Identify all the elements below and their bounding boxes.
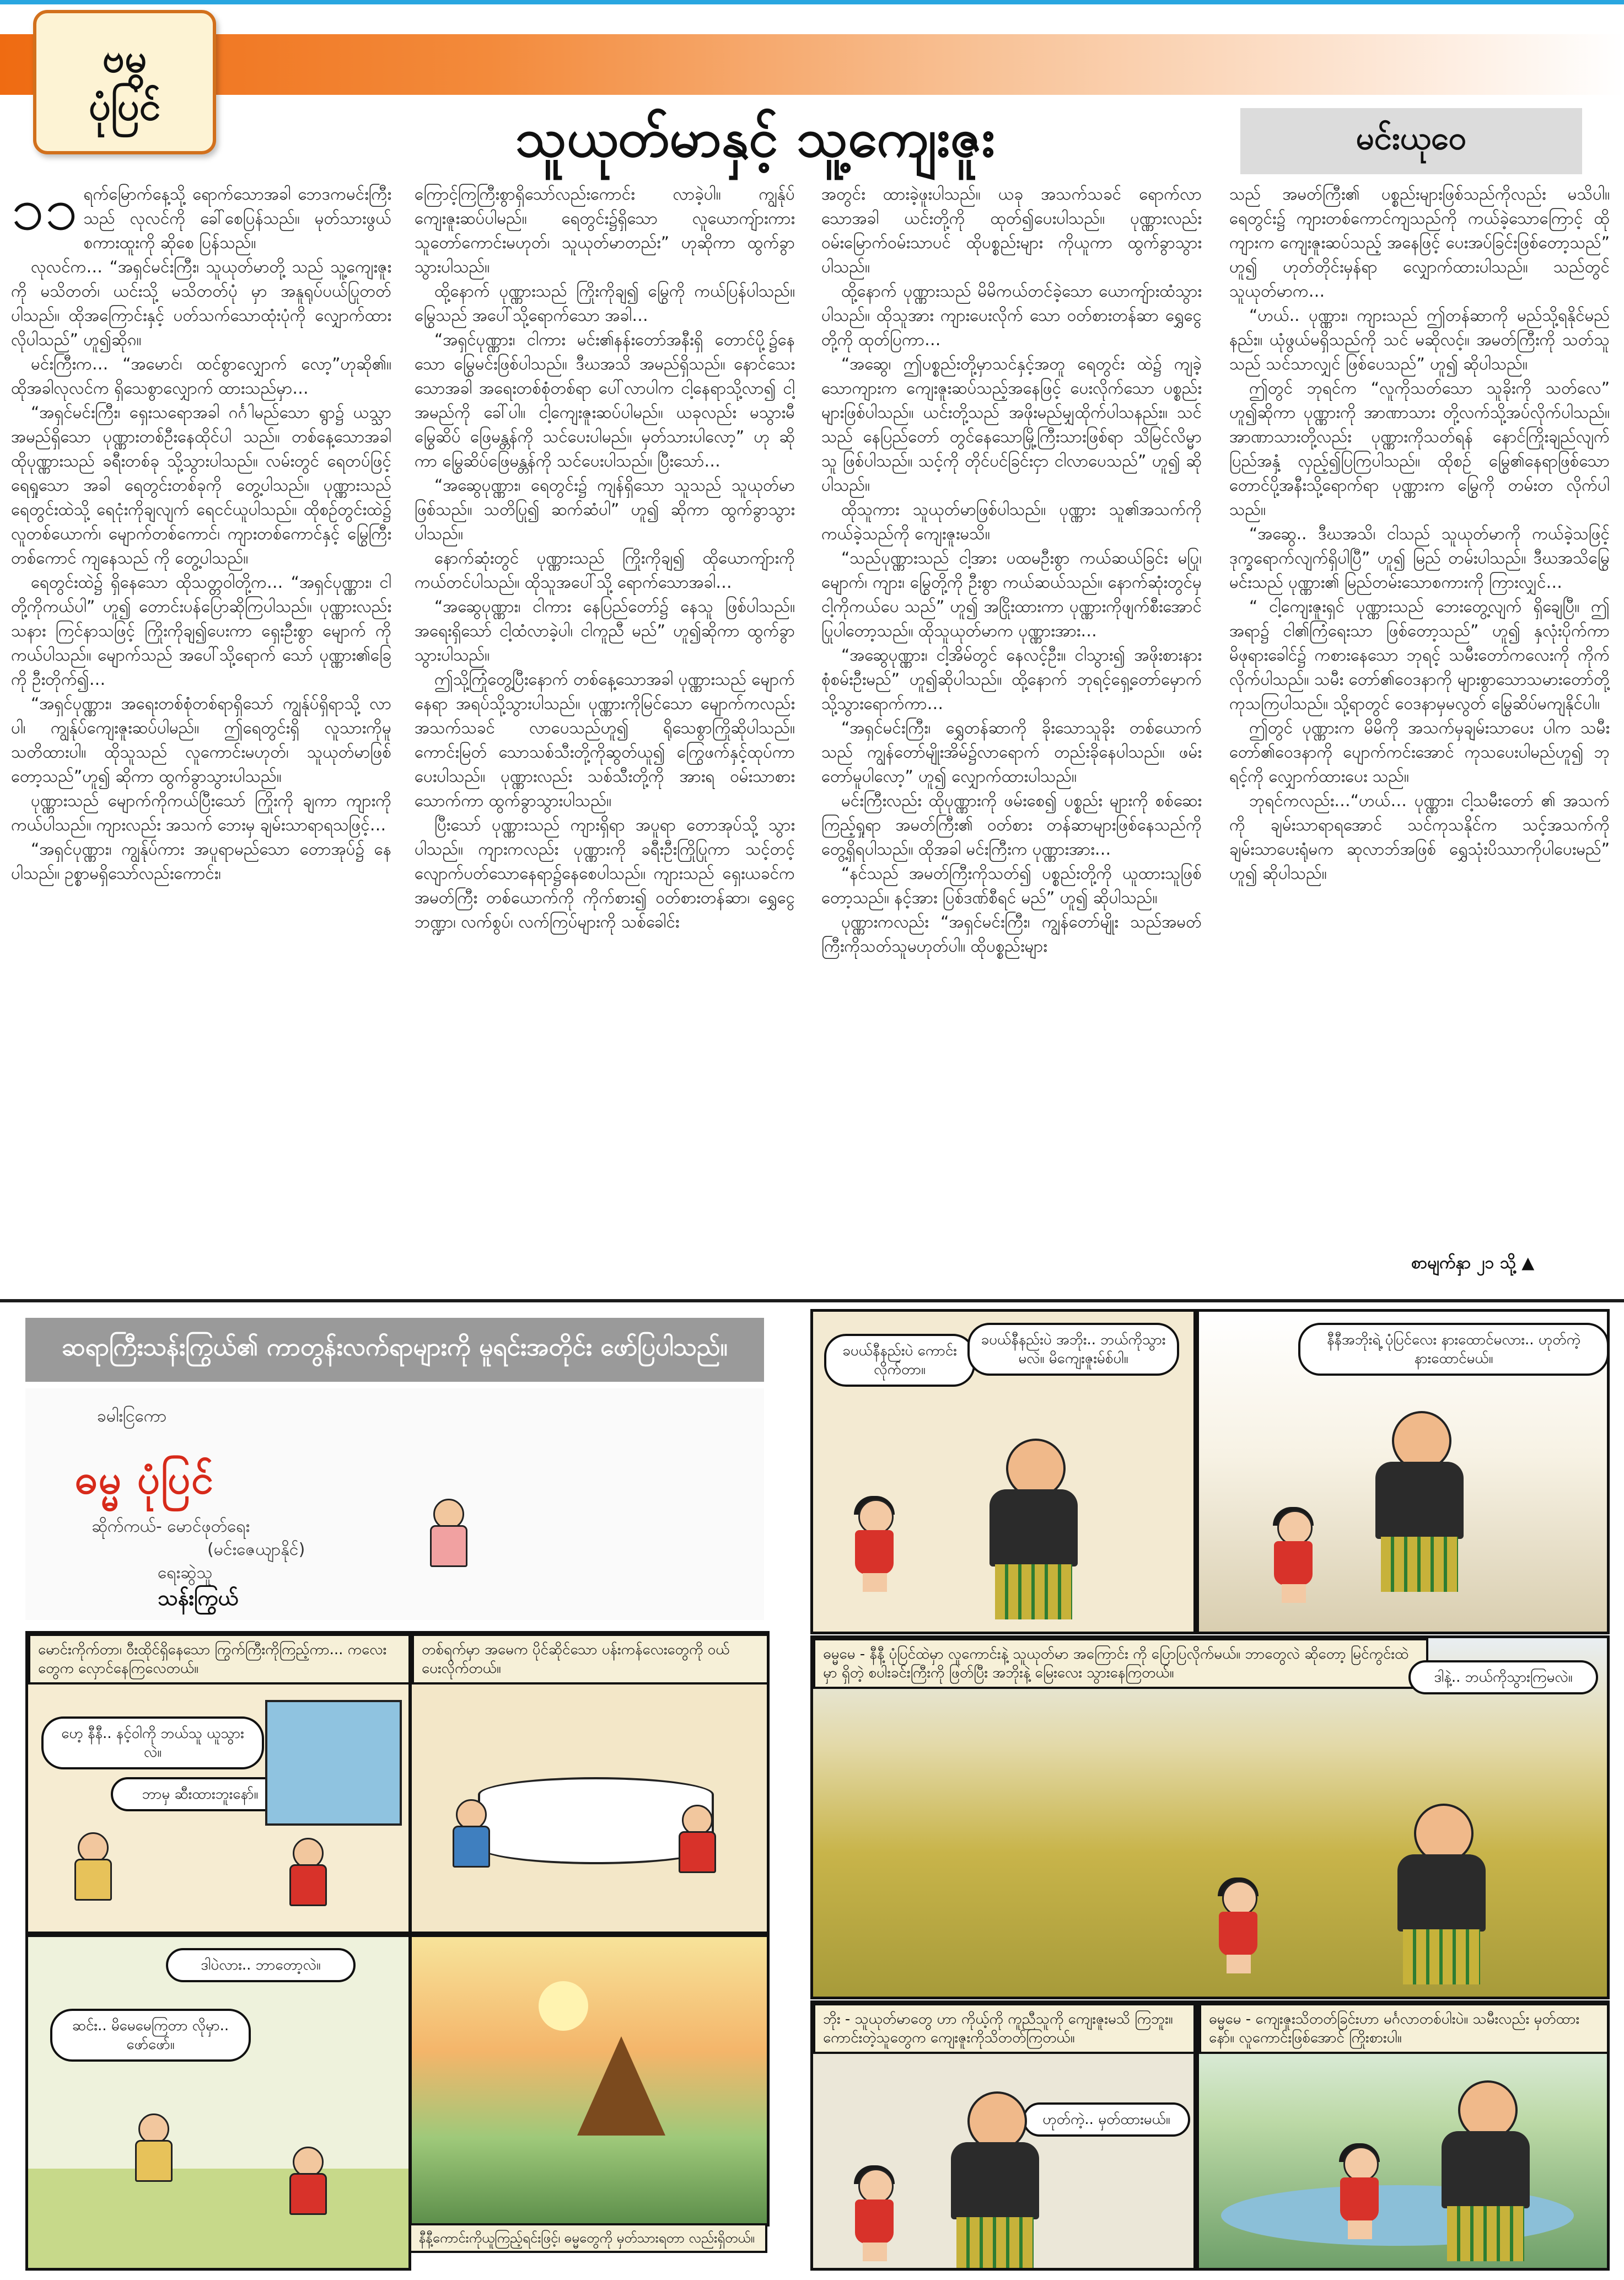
paragraph: “အရှင်မင်းကြီး၊ ရွှေတန်ဆာကို ခိုးသောသူခိုး တစ်ယောက်သည် ကျွန်တော်မျိုးအိမ်၌လာရောက် တည်းခိုနေပါသည်။ ဖမ်းတော်မူပါလော့” ဟူ၍ လျှောက်ထားပါသည်။ xyxy=(821,718,1202,786)
comic-panel-right-4 xyxy=(810,2000,1196,2271)
grandfather-figure xyxy=(1431,2080,1541,2262)
girl-figure xyxy=(846,2169,901,2262)
grandfather-figure xyxy=(940,2091,1050,2271)
title-page-note: ခမါးငြကော xyxy=(97,1407,167,1426)
paragraph: နောက်ဆုံးတွင် ပုဏ္ဏားသည် ကြိုးကိုချ၍ ထိုယောကျ်ားကို ကယ်တင်ပါသည်။ ထိုသူအပေါ်သို့ ရောက်သောအခါ… xyxy=(415,549,795,592)
paragraph: ဘုရင်ကလည်း…“ဟယ်… ပုဏ္ဏား၊ ငါ့သမီးတော် ၏ အသက်ကို ချမ်းသာရာရအောင် သင်ကုသနိုင်က သင့်အသက်ကို ချမ်းသာပေးရုံမက ဆုလာဘ်အဖြစ် ရွှေသုံးပိဿာကိုပါပေးမည်” ဟူ၍ ဆိုပါသည်။ xyxy=(1229,791,1610,883)
top-color-rule xyxy=(0,0,1624,4)
paragraph: “အရှင်မင်းကြီး၊ ရှေးသရောအခါ ဂင်္ဂါမည်သော ရွာ၌ ယသ္သာအမည်ရှိသော ပုဏ္ဏားတစ်ဦးနေထိုင်ပါ သည်။ တစ်နေ့သောအခါ ထိုပုဏ္ဏားသည် ခရီးတစ်ခု သို့သွားပါသည်။ လမ်းတွင် ရေတပ်ဖြင့် ရေရှုသော အခါ ရေတွင်းတစ်ခုကို တွေ့ပါသည်။ ပုဏ္ဏားသည် ရေတွင်းထဲသို့ ရေငုံးကိုချလျက် ရေငင်ယူပါသည်။ ထိုစဉ်တွင်းထဲ၌ လူတစ်ယောက်၊ မျောက်တစ်ကောင်၊ ကျားတစ်ကောင်နှင့် မြွေကြီးတစ်ကောင် ကျနေသည် ကို တွေ့ပါသည်။ xyxy=(11,403,391,567)
girl-figure xyxy=(1331,2147,1386,2240)
paragraph: “အဆွေပုဏ္ဏား၊ ငါကား နေပြည်တော်၌ နေသူ ဖြစ်ပါသည်။ အရေးရှိသော် ငါ့ထံလာခဲ့ပါ၊ ငါကူညီ မည်” ဟူ၍ဆိုကာ ထွက်ခွာသွားပါသည်။ xyxy=(415,597,795,664)
paragraph: “အရှင်ပုဏ္ဏား၊ ကျွန်ုပ်ကား အပူရာမည်သော တောအုပ်၌ နေပါသည်။ ဥစ္စာမရှိသော်လည်းကောင်း၊ xyxy=(11,840,391,883)
paragraph: အတွင်း ထားခဲ့ဖူးပါသည်။ ယခု အသက်သခင် ရောက်လာသောအခါ ယင်းတို့ကို ထုတ်၍ပေးပါသည်။ ပုဏ္ဏားလည်း ဝမ်းမြောက်ဝမ်းသာပင် ထိုပစ္စည်းများ ကိုယူကာ ထွက်ခွာသွားပါသည်။ xyxy=(821,185,1202,276)
paragraph: ထိုသူကား သူယုတ်မာဖြစ်ပါသည်။ ပုဏ္ဏား သူ၏အသက်ကို ကယ်ခဲ့သည်ကို ကျေးဇူးမသိ။ xyxy=(821,500,1202,543)
boy-figure xyxy=(127,2113,177,2180)
comic-section xyxy=(0,1306,1624,2280)
paragraph: ဤတွင် ဘုရင်က “လူကိုသတ်သော သူခိုးကို သတ်လေ” ဟူ၍ဆိုကာ ပုဏ္ဏားကို အာဏာသား တို့လက်သို့အပ်လိုက်ပါသည်။ အာဏာသားတို့လည်း ပုဏ္ဏားကိုသတ်ရန် နောင်ကြိုးချည်လျက် ပြည်အနှံ့ လှည့်၍ပြကြပါသည်။ ထိုစဉ် မြွေ၏နေရာဖြစ်သော တောင်ပို့အနီးသို့ရောက်ရာ ပုဏ္ဏားက မြွေကို တမ်းတ လိုက်ပါသည်။ xyxy=(1229,379,1610,519)
speech-bubble: ခပယ်နီနည်းပဲ ကောင်းလိုက်တာ။ xyxy=(824,1334,975,1387)
speech-bubble: ဟုတ်ကဲ့.. မှတ်ထားမယ်။ xyxy=(1023,2102,1190,2137)
continued-on-page: စာမျက်နှာ ၂၁ သို့ ▲ xyxy=(1411,1253,1535,1273)
section-tab xyxy=(33,10,216,154)
paragraph: “သည်ပုဏ္ဏားသည် ငါ့အား ပထမဦးစွာ ကယ်ဆယ်ခြင်း မပြု၊ မျောက်၊ ကျား၊ မြွေတို့ကို ဦးစွာ ကယ်ဆယ်သည်။ နောက်ဆုံးတွင်မှ ငါ့ကိုကယ်ပေ သည်” ဟူ၍ အငြိုးထားကာ ပုဏ္ဏားကိုဖျက်စီးအောင် ပြုပါတော့သည်။ ထိုသူယုတ်မာက ပုဏ္ဏားအား… xyxy=(821,549,1202,640)
panel-caption: ဘိုး - သူယုတ်မာတွေ ဟာ ကိုယ့်ကို ကူညီသူကို ကျေးဇူးမသိ ကြဘူး။ ကောင်းတဲ့သူတွေက ကျေးဇူးကိုသိတတ်ကြတယ်။ xyxy=(813,2003,1196,2054)
paragraph: “အရှင်ပုဏ္ဏား၊ အရေးတစ်စုံတစ်ရာရှိသော် ကျွန်ုပ်ရှိရာသို့ လာပါ၊ ကျွန်ုပ်ကျေးဇူးဆပ်ပါမည်။ ဤရေတွင်းရှိ လူသားကိုမူ သတိထားပါ။ ထိုသူသည် လူကောင်းမဟုတ်၊ သူယုတ်မာဖြစ်တော့သည်”ဟူ၍ ဆိုကာ ထွက်ခွာသွားပါသည်။ xyxy=(11,694,391,786)
grass-drawing xyxy=(28,2169,408,2268)
author-box xyxy=(1240,108,1582,174)
header-band xyxy=(0,34,1624,95)
paragraph: ပုဏ္ဏားသည် မျောက်ကိုကယ်ပြီးသော် ကြိုးကို ချကာ ကျားကိုကယ်ပါသည်။ ကျားလည်း အသက် ဘေးမှ ချမ်းသာရာရသဖြင့်… xyxy=(11,791,391,834)
paragraph: “အဆွေပုဏ္ဏား၊ ရေတွင်း၌ ကျန်ရှိသော သူသည် သူယုတ်မာဖြစ်သည်။ သတိပြု၍ ဆက်ဆံပါ” ဟူ၍ ဆိုကာ ထွက်ခွာသွားပါသည်။ xyxy=(415,476,795,543)
comic-panel-left-3 xyxy=(25,1934,411,2271)
comic-panel-left-4 xyxy=(409,1934,770,2227)
paragraph: ပြီးသော် ပုဏ္ဏားသည် ကျားရှိရာ အပူရာ တောအုပ်သို့ သွားပါသည်။ ကျားကလည်း ပုဏ္ဏားကို ခရီးဦးကြိုပြုကာ သင့်တင့်လျောက်ပတ်သောနေရာ၌နေစေပါသည်။ ကျားသည် ရှေးယခင်က အမတ်ကြီး တစ်ယောက်ကို ကိုက်စား၍ ဝတ်စားတန်ဆာ၊ ရွှေငွေဘဏ္ဍာ၊ လက်စွပ်၊ လက်ကြပ်များကို သစ်ခေါင်း xyxy=(415,816,795,931)
comic-credit-artist-label: ရေးဆွဲသူ xyxy=(158,1563,213,1582)
drop-cap: ၁၁ xyxy=(11,182,78,244)
paragraph: မင်းကြီးက… “အမောင်၊ ထင်စွာလျှောက် လော့”ဟုဆို၏။ ထိုအခါလုလင်က ရှိသေစွာလျှောက် ထားသည်မှာ… xyxy=(11,355,391,398)
paragraph: “အရှင်ပုဏ္ဏား၊ ငါကား မင်း၏နန်းတော်အနီးရှိ တောင်ပို့၌နေသော မြွေမင်းဖြစ်ပါသည်။ ဒီဃအသိ အမည်ရှိသည်။ နောင်သေးသောအခါ အရေးတစ်စုံတစ်ရာ ပေါ်လာပါက ငါ့နေရာသို့လာ၍ ငါ့အမည်ကို ခေါ်ပါ။ ငါ့ကျေးဇူးဆပ်ပါမည်။ ယခုလည်း မသွားမီ မြွေဆိပ် ဖြေမန္တန်ကို သင်ပေးပါမည်။ မှတ်သားပါလော့” ဟု ဆိုကာ မြွေဆိပ်ဖြေမန္တန်ကို သင်ပေးပါသည်။ ပြီးသော်… xyxy=(415,330,795,470)
speech-bubble: ဒါနဲ့.. ဘယ်ကိုသွားကြမလဲ။ xyxy=(1408,1660,1598,1694)
comic-panel-right-2 xyxy=(1196,1309,1610,1634)
panel-caption: တစ်ရက်မှာ အမေက ပိုင်ဆိုင်သော ပန်းကန်လေးတွေကို ဝယ်ပေးလိုက်တယ်။ xyxy=(412,1634,770,1684)
speech-bubble: နီနီအဘိုးရဲ့ ပုံပြင်လေး နားထောင်မလား.. ဟုတ်ကဲ့ နားထောင်မယ်။ xyxy=(1298,1323,1609,1376)
boy-figure xyxy=(445,1799,494,1865)
paragraph: “ ငါ့ကျေးဇူးရှင် ပုဏ္ဏားသည် ဘေးတွေ့လျက် ရှိချေပြီ။ ဤအရာ၌ ငါ၏ကြံရေးသာ ဖြစ်တော့သည်” ဟူ၍ နှလုံးပိုက်ကာ မိဖုရားခေါင်၌ ကစားနေသော ဘုရင့် သမီးတော်ကလေးကို ကိုက်လိုက်ပါသည်။ သမီး တော်၏ဝေဒနာကို များစွာသောသမားတော်တို့ ကုသကြပါသည်။ သို့ရာတွင် ဝေဒနာမှမလွတ် မြွေဆိပ်မကျနိုင်ပါ။ xyxy=(1229,597,1610,713)
paragraph: ဤသို့ကြုံတွေ့ပြီးနောက် တစ်နေ့သောအခါ ပုဏ္ဏားသည် မျောက်နေရာ အရပ်သို့သွားပါသည်။ ပုဏ္ဏားကိုမြင်သော မျောက်ကလည်း အသက်သခင် လာပေသည်ဟူ၍ ရိုသေစွာကြိုဆိုပါသည်။ ကောင်းမြတ် သောသစ်သီးတို့ကိုဆွတ်ယူ၍ ကြွေဖက်နှင့်ထုပ်ကာ ပေးပါသည်။ ပုဏ္ဏားလည်း သစ်သီးတို့ကို အားရ ဝမ်းသာစားသောက်ကာ ထွက်ခွာသွားပါသည်။ xyxy=(415,670,795,810)
grandfather-figure xyxy=(1386,1804,1497,1986)
paragraph: “အဆွေပုဏ္ဏား၊ ငါ့အိမ်တွင် နေလင့်ဦး။ ငါသွား၍ အဖိုးစားနား စုံစမ်းဦးမည်” ဟူ၍ဆိုပါသည်။ ထို့နောက် ဘုရင့်ရှေ့တော်မှောက်သို့သွားရောက်ကာ… xyxy=(821,646,1202,713)
comic-title-page xyxy=(25,1388,764,1620)
paragraph: “ဟယ်.. ပုဏ္ဏား၊ ကျားသည် ဤတန်ဆာကို မည်သို့ရနိုင်မည်နည်း။ ယုံဖွယ်မရှိသည်ကို သင် မဆိုလင့်။ အမတ်ကြီးကို သတ်သူသည် သင်သာလျှင် ဖြစ်ပေသည်” ဟူ၍ ဆိုပါသည်။ xyxy=(1229,306,1610,373)
window-drawing xyxy=(265,1700,402,1826)
comic-credit-writer: ဆိုက်ကယ်- မောင်ဖုတ်ရေး xyxy=(92,1517,250,1536)
girl-figure xyxy=(282,2147,331,2213)
speech-bubble: ဟေ့ နီနီ.. နင့်ဝါကို ဘယ်သူ ယူသွားလဲ။ xyxy=(41,1716,264,1769)
paragraph: မင်းကြီးလည်း ထိုပုဏ္ဏားကို ဖမ်းစေ၍ ပစ္စည်း များကို စစ်ဆေးကြည့်ရှုရာ အမတ်ကြီး၏ ဝတ်စား တန်ဆာများဖြစ်နေသည်ကို တွေ့ရှိရပါသည်။ ထိုအခါ မင်းကြီးက ပုဏ္ဏားအား… xyxy=(821,791,1202,859)
comic-brand: ဓမ္မ ပုံပြင် xyxy=(75,1456,214,1503)
speech-bubble: ခပယ်နီနည်းပဲ အဘိုး.. ဘယ်ကိုသွားမလဲ။ မိကျေးဇူးမ်စ်ပါ။ xyxy=(967,1323,1179,1376)
girl-figure xyxy=(1210,1881,1265,1975)
paragraph: “အဆွေ၊ ဤပစ္စည်းတို့မှာသင်နှင့်အတူ ရေတွင်း ထဲ၌ ကျခဲ့သောကျားက ကျေးဇူးဆပ်သည့်အနေဖြင့် ပေးလိုက်သော ပစ္စည်းများဖြစ်ပါသည်။ ယင်းတို့သည် အဖိုးမည်မျှထိုက်ပါသနည်း။ သင်သည် နေပြည်တော် တွင်နေသောမြို့ကြီးသားဖြစ်ရာ သိမြင်လိမ္မာသူ ဖြစ်ပါသည်။ သင့်ကို တိုင်ပင်ခြင်းငှာ ငါလာပေသည်” ဟူ၍ ဆိုပါသည်။ xyxy=(821,355,1202,495)
paragraph: “နင်သည် အမတ်ကြီးကိုသတ်၍ ပစ္စည်းတို့ကို ယူထားသူဖြစ်တော့သည်။ နင့်အား ပြစ်ဒဏ်စီရင် မည်” ဟူ၍ ဆိုပါသည်။ xyxy=(821,864,1202,907)
comic-credit-artist: သန်းကြွယ် xyxy=(158,1586,239,1610)
girl-figure xyxy=(846,1499,901,1593)
panel-caption: ဓမ္မမေ - ကျေးဇူးသိတတ်ခြင်းဟာ မင်္ဂလာတစ်ပါးပဲ။ သမီးလည်း မှတ်ထားနော်။ လူကောင်းဖြစ်အောင် ကြိုးစားပါ။ xyxy=(1199,2003,1610,2054)
section-tab-line1: ဗမွ xyxy=(103,35,147,81)
paragraph: ထို့နောက် ပုဏ္ဏားသည် မိမိကယ်တင်ခဲ့သော ယောကျ်ားထံသွားပါသည်။ ထိုသူအား ကျားပေးလိုက် သော ဝတ်စားတန်ဆာ ရွှေငွေတို့ကို ထုတ်ပြကာ… xyxy=(821,282,1202,349)
speech-bubble: ဘာမှ ဆီးထားဘူးနော်။ xyxy=(111,1777,289,1811)
paragraph: ကြောင့်ကြကြီးစွာရှိသော်လည်းကောင်း လာခဲ့ပါ။ ကျွန်ုပ်ကျေးဇူးဆပ်ပါမည်။ ရေတွင်း၌ရှိသော လူယောကျ်ားကား သူတော်ကောင်းမဟုတ်၊ သူယုတ်မာတည်း” ဟုဆိုကာ ထွက်ခွာသွားပါသည်။ xyxy=(415,185,795,276)
girl-figure xyxy=(671,1805,720,1871)
speech-bubble: ဒါပဲလား.. ဘာတော့လဲ။ xyxy=(166,1948,356,1982)
section-tab-line2: ပုံပြင် xyxy=(88,83,161,129)
grandfather-figure xyxy=(1364,1411,1475,1593)
panel-caption: မောင်းကိုက်တာ၊ ဝီးထိုင်ရှိနေသော ကြွက်ကြီးကိုကြည့်ကာ... ကလေးတွေက လှောင်နေကြလေတယ်။ xyxy=(28,1634,411,1684)
comic-credit-writer-alias: (မင်းဇေယျာနိုင်) xyxy=(207,1540,305,1559)
section-divider xyxy=(0,1299,1624,1302)
paragraph: ဤတွင် ပုဏ္ဏားက မိမိကို အသက်မှချမ်းသာပေး ပါက သမီးတော်၏ဝေဒနာကို ပျောက်ကင်းအောင် ကုသပေးပါမည်ဟူ၍ ဘုရင့်ကို လျှောက်ထားပေး သည်။ xyxy=(1229,718,1610,786)
paragraph: “အဆွေ.. ဒီဃအသိ၊ ငါသည် သူယုတ်မာကို ကယ်ခဲ့သဖြင့် ဒုက္ခရောက်လျက်ရှိပါပြီ” ဟူ၍ မြည် တမ်းပါသည်။ ဒီဃအသိမြွေမင်းသည် ပုဏ္ဏား၏ မြည်တမ်းသောစကားကို ကြားလျှင်… xyxy=(1229,524,1610,592)
pagoda-drawing xyxy=(577,2036,665,2136)
girl-figure xyxy=(422,1499,472,1565)
girl-figure xyxy=(282,1838,331,1904)
paragraph: လုလင်က… “အရှင်မင်းကြီး၊ သူယုတ်မာတို့ သည် သူ့ကျေးဇူးကို မသိတတ်၊ ယင်းသို့ မသိတတ်ပုံ မှာ အနူရုပ်ပယ်ပြုတတ်ပါသည်။ ထိုအကြောင်းနှင့် ပတ်သက်သောထုံးပုံကို လျှောက်ထားလိုပါသည်” ဟူ၍ဆိုၵ။ xyxy=(11,257,391,349)
comic-panel-right-3 xyxy=(810,1635,1610,1999)
comic-panel-left-2 xyxy=(409,1631,770,1934)
comic-panel-left-1 xyxy=(25,1631,411,1934)
article-column-1 xyxy=(11,182,391,1276)
comic-caption: ဆရာကြီးသန်းကြွယ်၏ ကာတွန်းလက်ရာများကို မူရင်းအတိုင်း ဖော်ပြပါသည်။ xyxy=(62,1333,728,1361)
panel-caption: ဓမ္မမေ - နီနီ့ ပုံပြင်ထဲမှာ လူကောင်းနဲ့ သူယုတ်မာ အကြောင်း ကို ပြောပြလိုက်မယ်။ ဘာတွေလဲ ဆိုတော့ မြင်ကွင်းထဲမှာ ရှိတဲ့ စပါးခင်းကြီးကို ဖြတ်ပြီး အဘိုးနဲ့ မြေးလေး သွားနေကြတယ်။ xyxy=(813,1638,1428,1689)
comic-caption-bar xyxy=(25,1318,764,1382)
author-name: မင်းယုဝေ xyxy=(1356,119,1467,157)
paragraph-text: ရက်မြောက်နေ့သို့ ရောက်သောအခါ ဘေဒကမင်းကြီးသည် လုလင်ကို ခေါ်စေပြန်သည်။ မုတ်သားဖွယ်စကားထူးကို ဆိုစေ ပြန်သည်။ xyxy=(83,185,391,252)
grandfather-figure xyxy=(978,1439,1089,1621)
panel-caption: နီနီ့ကောင်းကိုယူကြည့်ရင်းဖြင့်၊ ဓမ္မတွေကို မှတ်သားရတာ လည်းရှိတယ်။ xyxy=(409,2223,767,2253)
article-headline: သူယုတ်မာနှင့် သူ့ကျေးဇူး xyxy=(515,106,995,169)
boy-figure xyxy=(67,1832,116,1898)
paragraph: သည် အမတ်ကြီး၏ ပစ္စည်းများဖြစ်သည်ကိုလည်း မသိပါ။ ရေတွင်း၌ ကျားတစ်ကောင်ကျသည်ကို ကယ်ခဲ့သောကြောင့် ထိုကျားက ကျေးဇူးဆပ်သည့် အနေဖြင့် ပေးအပ်ခြင်းဖြစ်တော့သည်” ဟူ၍ ဟုတ်တိုင်းမှန်ရာ လျှောက်ထားပါသည်။ သည်တွင် သူယုတ်မာက… xyxy=(1229,185,1610,301)
speech-bubble: ဆင်း.. မိမေမေကြတာ လိုမှာ.. ဖော်ဖော်။ xyxy=(50,2009,251,2062)
article-column-4 xyxy=(1229,182,1610,1246)
comic-panel-right-5 xyxy=(1196,2000,1610,2271)
paragraph xyxy=(11,182,391,255)
paragraph: ရေတွင်းထဲ၌ ရှိနေသော ထိုသတ္တဝါတို့က… “အရှင်ပုဏ္ဏား၊ ငါတို့ကိုကယ်ပါ” ဟူ၍ တောင်းပန်ပြောဆိုကြပါသည်။ ပုဏ္ဏားလည်း သနား ကြင်နာသဖြင့် ကြိုးကိုချ၍ပေးကာ ရှေးဦးစွာ မျောက် ကို ကယ်ပါသည်။ မျောက်သည် အပေါ်သို့ရောက် သော် ပုဏ္ဏား၏ခြေကို ဦးတိုက်၍… xyxy=(11,573,391,689)
sun-drawing xyxy=(539,1981,588,2031)
article-column-3 xyxy=(821,182,1202,1276)
paragraph: ထို့နောက် ပုဏ္ဏားသည် ကြိုးကိုချ၍ မြွေကို ကယ်ပြန်ပါသည်။ မြွေသည် အပေါ်သို့ရောက်သော အခါ… xyxy=(415,282,795,325)
comic-panel-right-1 xyxy=(810,1309,1196,1634)
paragraph: ပုဏ္ဏားကလည်း “အရှင်မင်းကြီး၊ ကျွန်တော်မျိုး သည်အမတ်ကြီးကိုသတ်သူမဟုတ်ပါ။ ထိုပစ္စည်းများ xyxy=(821,913,1202,956)
article-column-2 xyxy=(415,182,795,1276)
girl-figure xyxy=(1265,1510,1320,1604)
